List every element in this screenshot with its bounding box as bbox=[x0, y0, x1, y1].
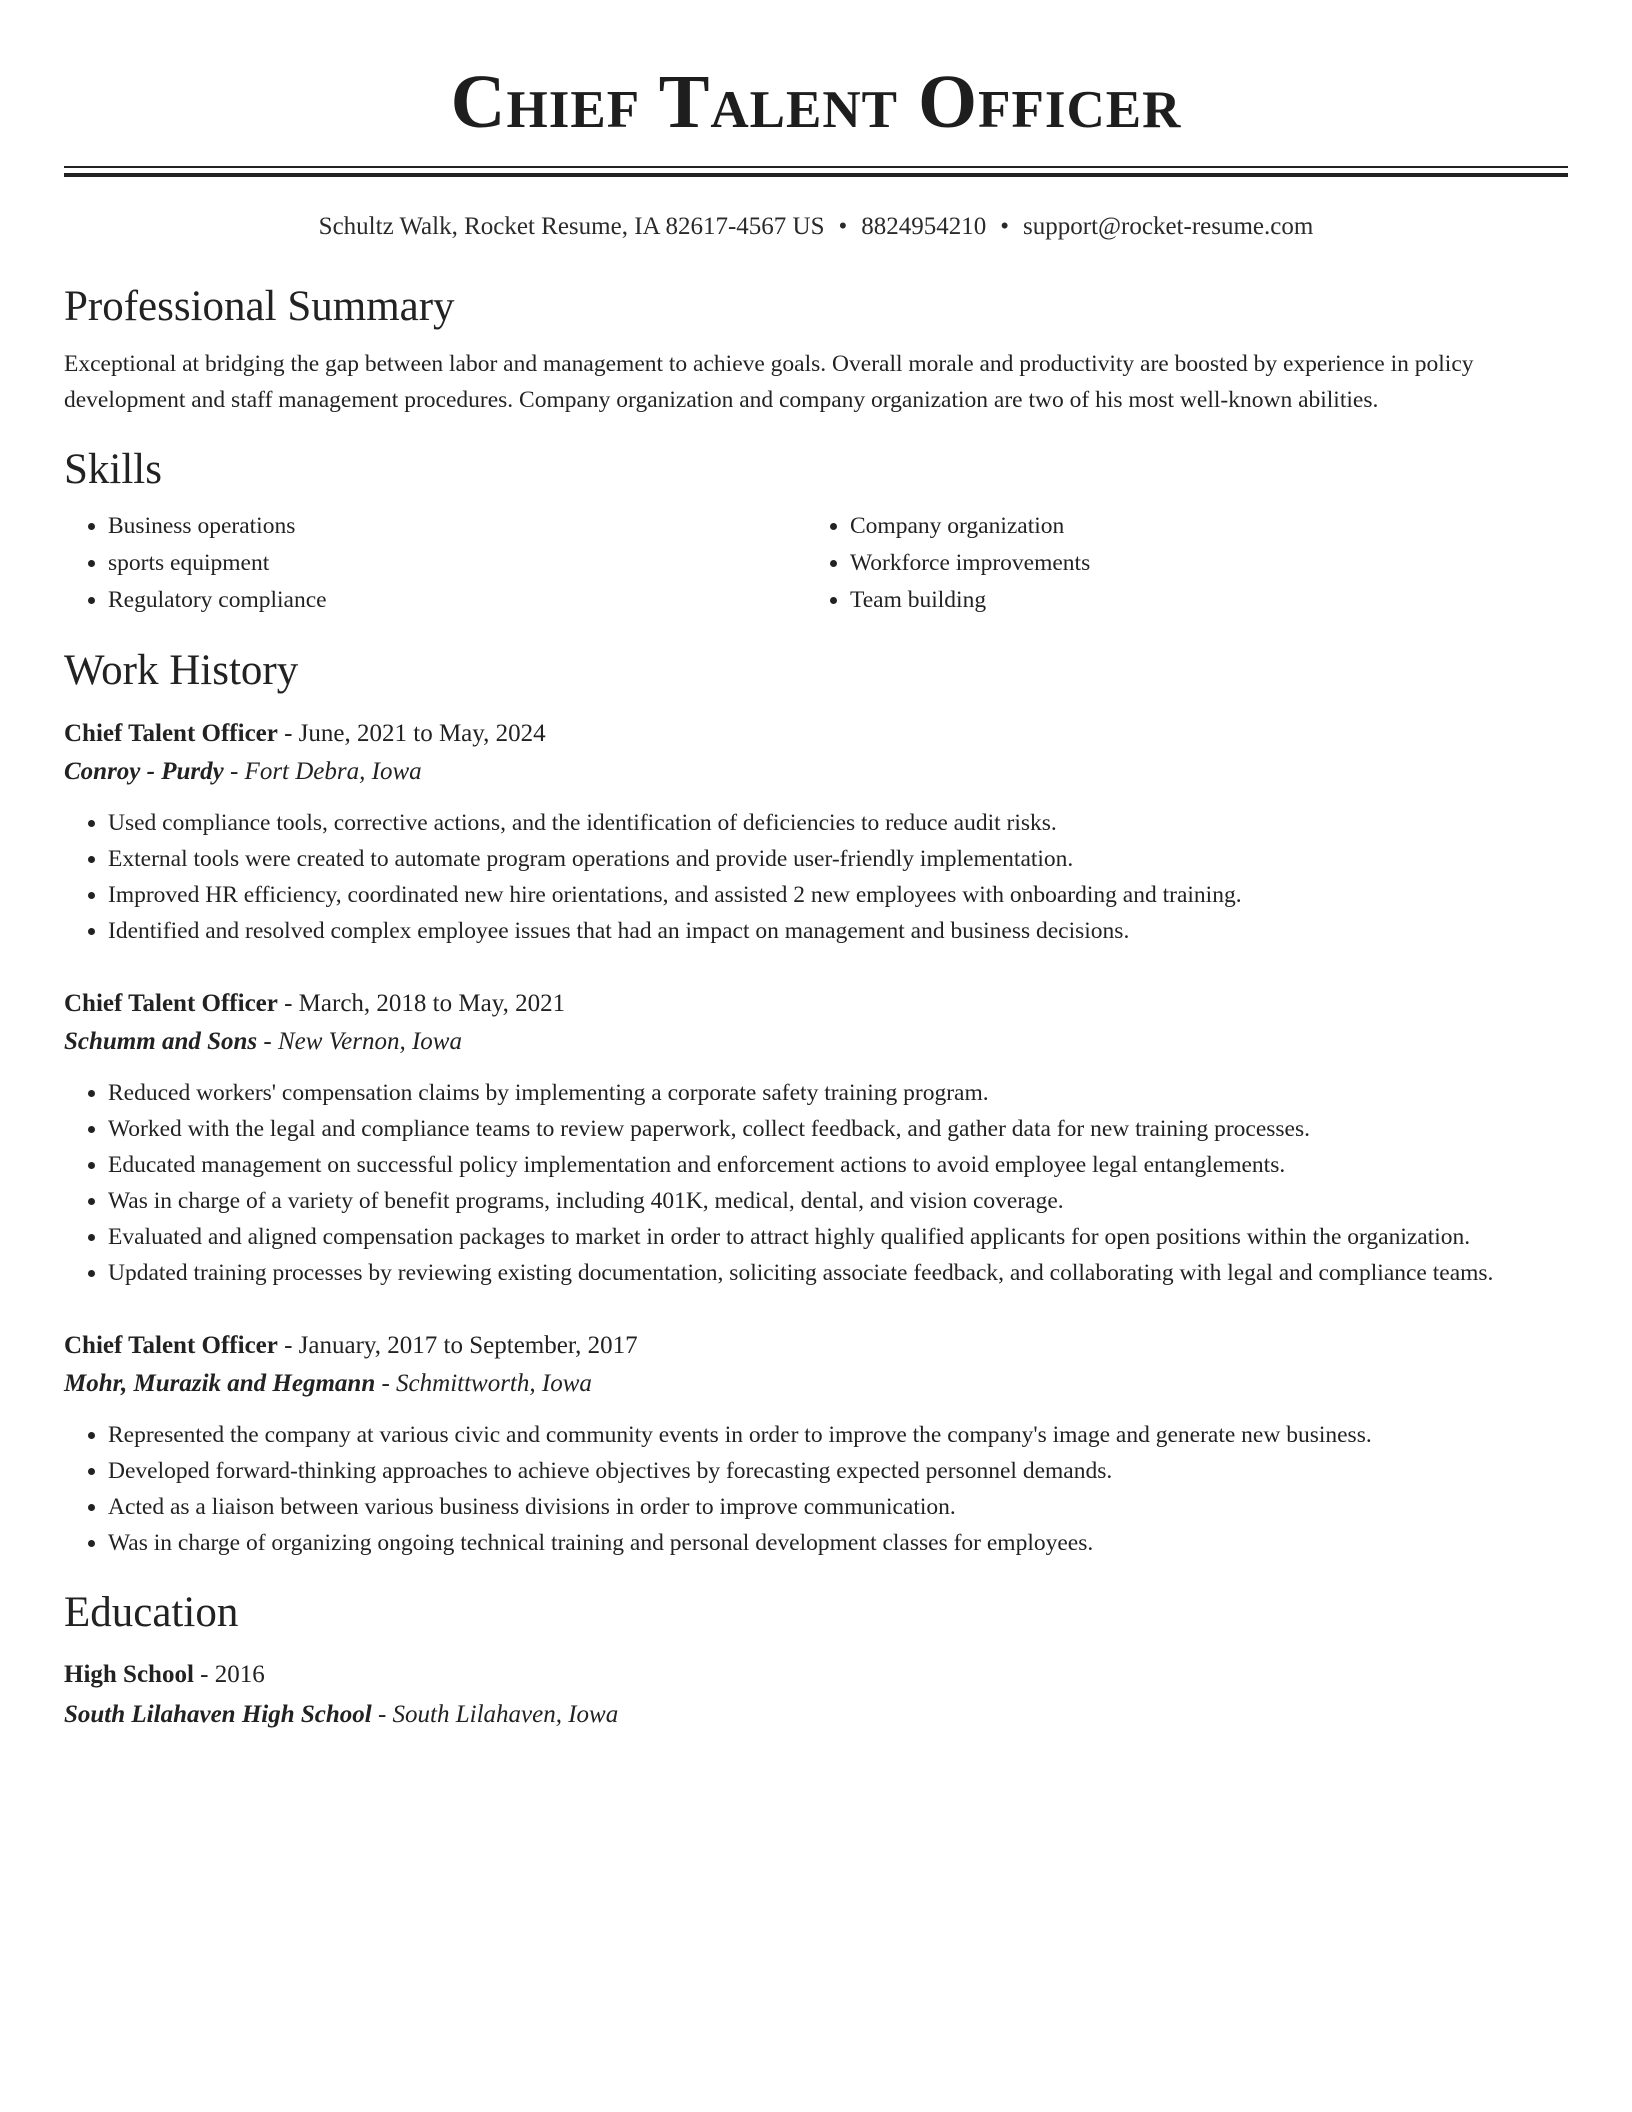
contact-separator: • bbox=[838, 213, 848, 240]
job-entry bbox=[64, 1327, 1568, 1561]
title-divider bbox=[64, 166, 1568, 177]
job-bullets bbox=[64, 805, 1568, 949]
education-heading: Education bbox=[64, 1589, 239, 1636]
job-title-line bbox=[64, 1327, 1568, 1365]
job-entry bbox=[64, 715, 1568, 949]
job-dates: - January, 2017 to September, 2017 bbox=[277, 1332, 638, 1359]
degree-line bbox=[64, 1655, 1568, 1695]
job-bullet: • Was in charge of a variety of benefit programs, including 401K, medical, dental, and vision coverage. bbox=[108, 1183, 1568, 1219]
job-bullet: • Represented the company at various civic and community events in order to improve the company's image and generate new business. bbox=[108, 1417, 1568, 1453]
company-location: - Fort Debra, Iowa bbox=[223, 758, 422, 785]
summary-text: Exceptional at bridging the gap between labor and management to achieve goals. Overall morale and productivity are boosted by experience in policy development and staff management procedures. Company organization and company organization are two of his most well-known abilities. bbox=[64, 351, 1474, 413]
company-line bbox=[64, 1365, 1568, 1403]
skill-item: • Regulatory compliance bbox=[108, 582, 806, 619]
job-bullet: • Used compliance tools, corrective actions, and the identification of deficiencies to reduce audit risks. bbox=[108, 805, 1568, 841]
company-name: Conroy - Purdy bbox=[64, 758, 224, 785]
skills-column-left bbox=[64, 508, 806, 619]
skills-heading: Skills bbox=[64, 446, 162, 493]
job-bullet: • Was in charge of organizing ongoing technical training and personal development classes for employees. bbox=[108, 1525, 1568, 1561]
job-dates: - March, 2018 to May, 2021 bbox=[277, 990, 566, 1017]
contact-line bbox=[64, 211, 1568, 243]
degree: High School bbox=[64, 1661, 194, 1688]
job-bullet: • Educated management on successful policy implementation and enforcement actions to avoid employee legal entanglements. bbox=[108, 1147, 1568, 1183]
resume-page bbox=[64, 0, 1568, 1735]
job-title: Chief Talent Officer bbox=[64, 720, 278, 747]
school-name: South Lilahaven High School bbox=[64, 1701, 372, 1728]
job-entry bbox=[64, 985, 1568, 1291]
job-bullet: • Worked with the legal and compliance teams to review paperwork, collect feedback, and gather data for new training processes. bbox=[108, 1111, 1568, 1147]
job-bullet: • Improved HR efficiency, coordinated new hire orientations, and assisted 2 new employees with onboarding and training. bbox=[108, 877, 1568, 913]
skills-list bbox=[64, 508, 1568, 619]
job-bullet: • Acted as a liaison between various business divisions in order to improve communication. bbox=[108, 1489, 1568, 1525]
contact-address: Schultz Walk, Rocket Resume, IA 82617-4567 US bbox=[318, 213, 825, 240]
job-title: Chief Talent Officer bbox=[64, 1332, 278, 1359]
job-dates: - June, 2021 to May, 2024 bbox=[277, 720, 546, 747]
company-location: - New Vernon, Iowa bbox=[257, 1028, 462, 1055]
job-title-line bbox=[64, 985, 1568, 1023]
skill-item: • Workforce improvements bbox=[850, 545, 1548, 582]
company-name: Schumm and Sons bbox=[64, 1028, 258, 1055]
job-bullets bbox=[64, 1075, 1568, 1291]
skills-column-right bbox=[806, 508, 1548, 619]
contact-email: support@rocket-resume.com bbox=[1023, 213, 1314, 240]
job-title-line bbox=[64, 715, 1568, 753]
graduation-year: - 2016 bbox=[193, 1661, 265, 1688]
contact-separator: • bbox=[1000, 213, 1010, 240]
job-bullets bbox=[64, 1417, 1568, 1561]
school-line bbox=[64, 1695, 1568, 1735]
skill-item: • sports equipment bbox=[108, 545, 806, 582]
company-name: Mohr, Murazik and Hegmann bbox=[64, 1370, 376, 1397]
skill-item: • Business operations bbox=[108, 508, 806, 545]
job-bullet: • Identified and resolved complex employee issues that had an impact on management and business decisions. bbox=[108, 913, 1568, 949]
job-title: Chief Talent Officer bbox=[64, 990, 278, 1017]
company-location: - Schmittworth, Iowa bbox=[375, 1370, 592, 1397]
job-bullet: • Reduced workers' compensation claims by implementing a corporate safety training program. bbox=[108, 1075, 1568, 1111]
contact-phone: 8824954210 bbox=[861, 213, 987, 240]
job-bullet: • External tools were created to automate program operations and provide user-friendly implementation. bbox=[108, 841, 1568, 877]
school-location: - South Lilahaven, Iowa bbox=[371, 1701, 619, 1728]
job-bullet: • Evaluated and aligned compensation packages to market in order to attract highly qualified applicants for open positions within the organization. bbox=[108, 1219, 1568, 1255]
company-line bbox=[64, 1023, 1568, 1061]
resume-title: Chief Talent Officer bbox=[450, 60, 1182, 144]
job-bullet: • Developed forward-thinking approaches to achieve objectives by forecasting expected personnel demands. bbox=[108, 1453, 1568, 1489]
company-line bbox=[64, 753, 1568, 791]
summary-heading: Professional Summary bbox=[64, 283, 455, 330]
education-entry bbox=[64, 1655, 1568, 1735]
skill-item: • Team building bbox=[850, 582, 1548, 619]
work-history-heading: Work History bbox=[64, 647, 299, 694]
job-bullet: • Updated training processes by reviewing existing documentation, soliciting associate feedback, and collaborating with legal and compliance teams. bbox=[108, 1255, 1568, 1291]
skill-item: • Company organization bbox=[850, 508, 1548, 545]
